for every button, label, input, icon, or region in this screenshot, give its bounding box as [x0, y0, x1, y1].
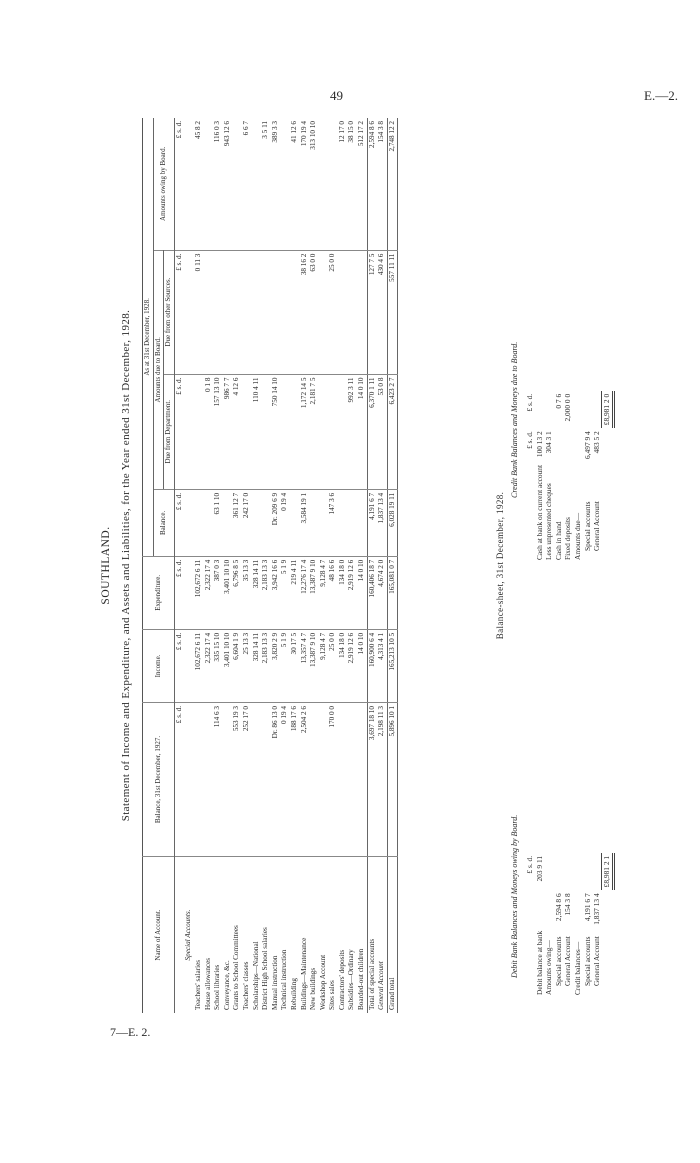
cell-prev [194, 703, 204, 857]
cell-other [280, 250, 290, 374]
table-row [338, 118, 348, 1013]
credit-lsd-inner: £ s. d. [525, 431, 534, 449]
account-name: Contractors' deposits [338, 857, 348, 1014]
bs-label: Special accounts [582, 936, 592, 986]
cell-bal: 147 3 6 [328, 489, 338, 556]
cell-exp: 387 0 3 [213, 556, 223, 629]
table-row [319, 118, 329, 1013]
cell-exp: 6,796 8 5 [232, 556, 242, 629]
cell-dept: 2,181 7 5 [309, 374, 319, 489]
cell-other [261, 250, 271, 374]
cell-other [357, 250, 367, 374]
rotated-sheet [100, 113, 675, 1018]
total-special-row [367, 118, 377, 1013]
lsd-other: £ s. d. [174, 250, 184, 374]
cell-owing: 2,748 12 2 [387, 121, 396, 152]
cell-bal: 242 17 0 [242, 489, 252, 556]
cell-dept: 4 12 6 [232, 374, 242, 489]
table-row [300, 118, 310, 1013]
list-item [573, 853, 583, 998]
bs-outer [544, 853, 554, 890]
account-name: School libraries [213, 857, 223, 1014]
cell-prev [319, 703, 329, 857]
cell-income: 102,672 6 11 [194, 629, 204, 702]
grand-total-row [387, 118, 398, 1013]
cell-exp: 3,401 10 10 [223, 556, 233, 629]
cell-dept: 986 7 7 [223, 374, 233, 489]
cell-dept: 0 1 8 [204, 374, 214, 489]
cell-income: 14 0 10 [357, 629, 367, 702]
cell-prev [347, 703, 357, 857]
cell-prev: 2,198 11 3 [377, 703, 387, 857]
cell-dept [319, 374, 329, 489]
cell-owing [280, 118, 290, 250]
cell-dept: 6,370 1 11 [367, 374, 377, 489]
cell-income: 25 13 3 [242, 629, 252, 702]
cell-income: 5 1 9 [280, 629, 290, 702]
cell-other [232, 250, 242, 374]
cell-bal: 63 1 10 [213, 489, 223, 556]
bs-label: Less unpresented cheques [544, 483, 554, 560]
cell-prev: 3,697 18 10 [367, 703, 377, 857]
account-name: Grand total [387, 857, 398, 1014]
cell-prev: 553 19 3 [232, 703, 242, 857]
list-item [583, 391, 593, 563]
bs-label: Amounts owing— [544, 940, 554, 995]
cell-dept [338, 374, 348, 489]
cell-prev: 0 19 4 [280, 703, 290, 857]
bs-inner: 1,837 13 4 [592, 893, 602, 925]
cell-other [290, 250, 300, 374]
cell-exp: 35 13 3 [242, 556, 252, 629]
cell-other: 127 7 5 [367, 250, 377, 374]
account-name: Manual instruction [271, 857, 281, 1014]
cell-prev: 114 6 3 [213, 703, 223, 857]
table-row [204, 118, 214, 1013]
header-owing: Amounts owing by Board. [153, 118, 174, 250]
cell-bal [223, 489, 233, 556]
bs-inner [573, 428, 583, 462]
cell-other: 25 0 0 [328, 250, 338, 374]
bs-inner [535, 890, 545, 927]
table-row [280, 118, 290, 1013]
cell-dept: 157 13 10 [213, 374, 223, 489]
bs-total-row [602, 853, 614, 998]
debit-lsd: £ s. d. [525, 855, 534, 874]
cell-owing [328, 118, 338, 250]
bs-outer [573, 853, 583, 890]
cell-dept: 53 0 8 [377, 374, 387, 489]
bs-outer: 0 7 6 [553, 393, 563, 409]
cell-prev: 252 17 0 [242, 703, 252, 857]
account-name: Teachers' classes [242, 857, 252, 1014]
header-as-at: As at 31st December, 1928. [143, 118, 154, 556]
bs-label: Debit balance at bank [534, 930, 544, 995]
cell-dept: 750 14 10 [271, 374, 281, 489]
balance-sheet-title: Balance-sheet, 31st December, 1928. [495, 491, 505, 640]
table-row [261, 118, 271, 1013]
bs-label: General Account [592, 936, 602, 986]
cell-exp: 134 18 0 [338, 556, 348, 629]
cell-prev [338, 703, 348, 857]
table-row [252, 118, 262, 1013]
cell-owing: 389 3 3 [270, 121, 279, 143]
account-name: Teachers' salaries [194, 857, 204, 1014]
general-account-row [377, 118, 387, 1013]
table-row [232, 118, 242, 1013]
cell-exp: 4,674 2 0 [377, 556, 387, 629]
list-item [554, 853, 564, 998]
credit-lsd-outer: £ s. d. [525, 393, 534, 412]
bs-inner [573, 890, 583, 927]
table-row [328, 118, 338, 1013]
cell-exp: 9,128 4 7 [319, 556, 329, 629]
header-balance: Balance. [153, 489, 174, 556]
bs-inner: 100 13 2 [534, 431, 544, 458]
bs-inner [554, 428, 564, 462]
cell-exp: 328 14 11 [252, 556, 262, 629]
cell-other: 38 16 2 [300, 250, 310, 374]
page-number: 49 [330, 88, 343, 103]
accounts-table [142, 118, 398, 1013]
bs-label: Credit balances— [572, 941, 582, 995]
bs-outer [544, 391, 554, 428]
cell-exp: 48 16 6 [328, 556, 338, 629]
cell-owing [232, 118, 242, 250]
cell-bal: Dr. 209 6 9 [271, 489, 281, 556]
lsd-bal: £ s. d. [174, 489, 184, 556]
table-row [213, 118, 223, 1013]
special-heading: Special Accounts. [184, 857, 194, 1014]
cell-bal [204, 489, 214, 556]
cell-income: 9,128 4 7 [319, 629, 329, 702]
cell-bal: 4,191 6 7 [367, 489, 377, 556]
bs-total: £8,981 2 1 [602, 853, 614, 890]
cell-exp: 5 1 9 [280, 556, 290, 629]
bottom-reference: 7—E. 2. [110, 1025, 151, 1039]
bs-inner [544, 890, 554, 927]
bs-outer [573, 391, 583, 428]
cell-income: 335 15 10 [213, 629, 223, 702]
cell-owing: 45 8 2 [193, 121, 202, 139]
list-item [544, 391, 554, 563]
account-name: Boarded-out children [357, 857, 367, 1014]
cell-income: 2,322 17 4 [204, 629, 214, 702]
bs-total-row [602, 391, 614, 563]
bs-outer: 2,000 0 0 [563, 393, 573, 422]
page-reference: E.—2. [644, 88, 678, 103]
cell-income: 3,401 10 10 [223, 629, 233, 702]
account-name: Sites sales [328, 857, 338, 1014]
cell-income: 4,313 4 1 [377, 629, 387, 702]
cell-exp: 2,322 17 4 [204, 556, 214, 629]
cell-owing [204, 118, 214, 250]
lsd-prev: £ s. d. [174, 703, 184, 857]
cell-prev [309, 703, 319, 857]
cell-owing: 38 15 0 [347, 121, 356, 143]
cell-dept [194, 374, 204, 489]
cell-prev: Dr. 86 13 0 [271, 703, 281, 857]
cell-income: 2,919 12 6 [347, 629, 357, 702]
cell-owing: 12 17 0 [337, 121, 346, 143]
cell-bal: 0 19 4 [280, 489, 290, 556]
cell-exp: 160,406 18 7 [367, 556, 377, 629]
account-name: General Account [377, 857, 387, 1014]
cell-owing: 313 10 10 [309, 121, 318, 150]
table-row [357, 118, 367, 1013]
cell-other: 557 11 11 [387, 250, 398, 374]
cell-prev [223, 703, 233, 857]
cell-prev: 5,896 10 1 [387, 703, 398, 857]
credit-heading: Credit Bank Balances and Moneys due to Board. [510, 341, 519, 498]
account-name: Technical instruction [280, 857, 290, 1014]
bs-label: General Account [563, 936, 573, 986]
cell-dept: 6,423 2 7 [387, 374, 398, 489]
cell-other [319, 250, 329, 374]
cell-bal [357, 489, 367, 556]
cell-owing: 2,594 8 6 [367, 121, 376, 148]
table-row [309, 118, 319, 1013]
cell-owing: 170 19 4 [299, 121, 308, 147]
cell-dept: 14 0 10 [357, 374, 367, 489]
account-name: Conveyance, &c. [223, 857, 233, 1014]
bs-label: Special accounts [553, 936, 563, 986]
cell-exp: 13,387 9 10 [309, 556, 319, 629]
bs-label: Cash in hand [553, 521, 563, 560]
cell-dept [280, 374, 290, 489]
bs-label: General Account [592, 501, 602, 551]
lsd-income: £ s. d. [174, 629, 184, 702]
cell-exp: 219 4 11 [290, 556, 300, 629]
header-amounts-due: Amounts due to Board. [153, 250, 164, 489]
cell-other [223, 250, 233, 374]
cell-bal [252, 489, 262, 556]
account-name: Rebuilding [290, 857, 300, 1014]
bs-outer [583, 853, 593, 890]
cell-bal: 3,584 19 1 [300, 489, 310, 556]
bs-outer [592, 391, 602, 428]
cell-dept [290, 374, 300, 489]
cell-income: 3,820 2 9 [271, 629, 281, 702]
cell-other [242, 250, 252, 374]
bs-label: Fixed deposits [563, 517, 573, 560]
header-due-other: Due from other Sources. [164, 250, 175, 374]
cell-income: 25 0 0 [328, 629, 338, 702]
cell-owing: 116 0 3 [213, 121, 222, 143]
cell-owing [252, 118, 262, 250]
cell-bal: 1,837 13 4 [377, 489, 387, 556]
cell-bal [338, 489, 348, 556]
cell-bal [290, 489, 300, 556]
cell-dept [328, 374, 338, 489]
bs-outer [535, 391, 545, 428]
cell-prev [357, 703, 367, 857]
bs-outer [592, 853, 602, 890]
cell-income: 134 18 0 [338, 629, 348, 702]
account-name: Workshop Account [319, 857, 329, 1014]
bs-label: Cash at bank on current account [534, 464, 544, 560]
bs-inner: 6,497 9 4 [582, 431, 592, 459]
table-row [347, 118, 357, 1013]
cell-income: 13,357 4 7 [300, 629, 310, 702]
cell-owing [319, 118, 329, 250]
debit-table [525, 853, 615, 998]
cell-other: 0 11 3 [194, 250, 204, 374]
table-row [271, 118, 281, 1013]
cell-income: 2,183 13 3 [261, 629, 271, 702]
cell-owing: 154 3 8 [377, 121, 386, 143]
credit-table [525, 391, 615, 563]
cell-bal: 6,028 19 11 [387, 489, 398, 556]
cell-income: 30 17 5 [290, 629, 300, 702]
cell-owing: 512 17 2 [357, 121, 366, 147]
cell-bal [319, 489, 329, 556]
header-name: Name of Account. [143, 857, 175, 1014]
table-row [223, 118, 233, 1013]
header-balance-prev: Balance, 31st December, 1927. [143, 703, 175, 857]
cell-bal [309, 489, 319, 556]
cell-exp: 3,942 16 6 [271, 556, 281, 629]
cell-dept: 1,172 14 5 [300, 374, 310, 489]
cell-dept [242, 374, 252, 489]
cell-income: 328 14 11 [252, 629, 262, 702]
table-row [194, 118, 204, 1013]
bs-outer [554, 853, 564, 890]
header-income: Income. [143, 629, 175, 702]
list-item [592, 391, 602, 563]
cell-exp: 14 0 10 [357, 556, 367, 629]
list-item [554, 391, 564, 563]
section-title: SOUTHLAND. [100, 526, 112, 605]
cell-exp: 2,919 12 6 [347, 556, 357, 629]
bs-label: Amounts due— [572, 512, 582, 560]
cell-prev: 2,504 2 6 [300, 703, 310, 857]
bs-inner: 154 3 8 [563, 893, 573, 916]
cell-other [347, 250, 357, 374]
header-expenditure: Expenditure. [143, 556, 175, 629]
cell-income: 160,900 6 4 [367, 629, 377, 702]
bs-inner: 304 3 1 [544, 431, 554, 454]
lsd-owing: £ s. d. [174, 121, 183, 139]
bs-inner: 4,191 6 7 [582, 893, 592, 922]
cell-bal [194, 489, 204, 556]
cell-owing: 943 12 6 [222, 121, 231, 147]
cell-owing: 3 5 11 [261, 121, 270, 139]
account-name: Total of special accounts [367, 857, 377, 1014]
list-item [573, 391, 583, 563]
bs-outer: 203 9 11 [534, 855, 544, 882]
cell-prev [252, 703, 262, 857]
cell-dept [261, 374, 271, 489]
cell-other [213, 250, 223, 374]
debit-heading: Debit Bank Balances and Moneys owing by Board. [510, 814, 519, 978]
cell-income: 13,387 9 10 [309, 629, 319, 702]
cell-dept: 992 3 11 [347, 374, 357, 489]
cell-prev [261, 703, 271, 857]
list-item [563, 853, 573, 998]
cell-prev: 170 0 0 [328, 703, 338, 857]
account-name: District High School salaries [261, 857, 271, 1014]
cell-exp: 2,183 13 3 [261, 556, 271, 629]
account-name: Grants to School Committees [232, 857, 242, 1014]
list-item [544, 853, 554, 998]
cell-other [204, 250, 214, 374]
cell-bal [347, 489, 357, 556]
cell-other: 63 0 0 [309, 250, 319, 374]
bs-outer [583, 391, 593, 428]
account-name: House allowances [204, 857, 214, 1014]
list-item [535, 391, 545, 563]
account-name: Buildings—Maintenance [300, 857, 310, 1014]
lsd-dept: £ s. d. [174, 374, 184, 489]
list-item [563, 391, 573, 563]
bs-total: £8,981 2 0 [602, 391, 614, 428]
cell-income: 165,213 10 5 [387, 629, 398, 702]
cell-prev [204, 703, 214, 857]
account-name: New buildings [309, 857, 319, 1014]
table-row [242, 118, 252, 1013]
cell-owing: 41 12 6 [289, 121, 298, 143]
cell-exp: 12,276 17 4 [300, 556, 310, 629]
cell-other [338, 250, 348, 374]
account-name: Subsidies—Ordinary [347, 857, 357, 1014]
cell-exp: 102,672 6 11 [194, 556, 204, 629]
bs-label: Special accounts [582, 501, 592, 551]
cell-prev: 188 17 6 [290, 703, 300, 857]
cell-dept: 110 4 11 [252, 374, 262, 489]
account-name: Scholarships—National [252, 857, 262, 1014]
header-due-dept: Due from Department. [164, 374, 175, 489]
list-item [592, 853, 602, 998]
list-item [583, 853, 593, 998]
cell-income: 6,604 1 9 [232, 629, 242, 702]
lsd-exp: £ s. d. [174, 556, 184, 629]
cell-exp: 165,081 0 7 [387, 556, 398, 629]
cell-owing: 6 6 7 [241, 121, 250, 136]
bs-inner: 483 5 2 [592, 431, 602, 454]
cell-bal [261, 489, 271, 556]
bs-inner [563, 428, 573, 462]
table-row [290, 118, 300, 1013]
bs-outer [563, 853, 573, 890]
cell-other: 430 4 6 [377, 250, 387, 374]
statement-title: Statement of Income and Expenditure, and Assets and Liabilities, for the Year ended 31st December, 1928. [120, 309, 132, 822]
bs-inner: 2,594 8 6 [553, 893, 563, 922]
cell-other [252, 250, 262, 374]
cell-bal: 361 12 7 [232, 489, 242, 556]
list-item [535, 853, 545, 998]
cell-other [271, 250, 281, 374]
